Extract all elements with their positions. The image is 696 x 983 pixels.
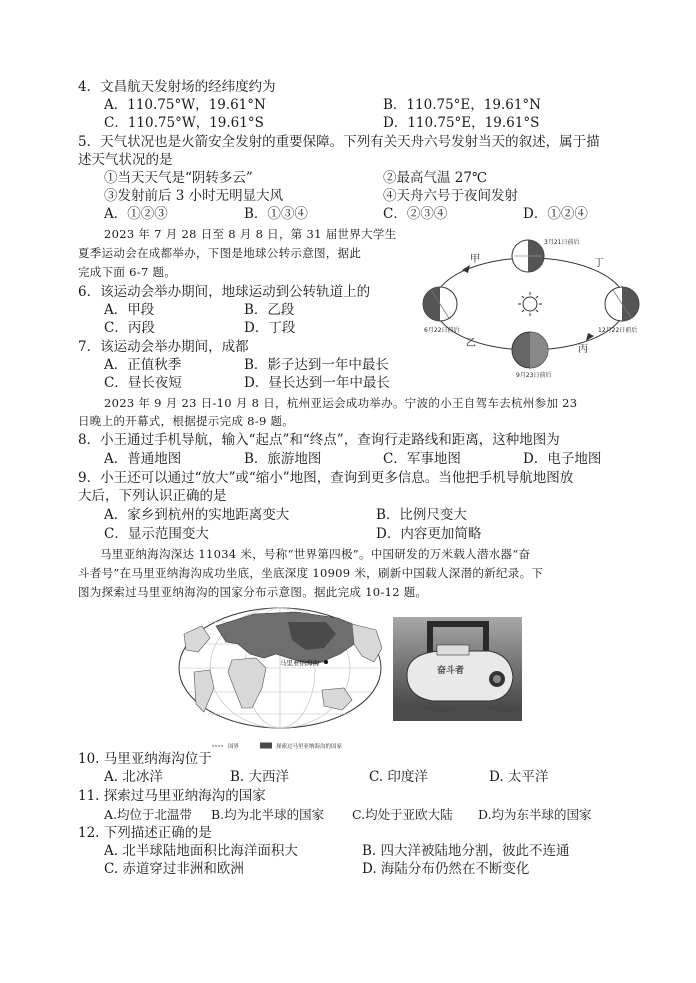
trench-label: 马里亚纳海沟 [280, 659, 319, 667]
q4-option-b: B．110.75°E，19.61°N [383, 97, 541, 113]
orbit-diagram [418, 232, 646, 380]
q6-option-a: A．甲段 [104, 302, 155, 318]
orbit-label-june: 6月22日前后 [424, 327, 460, 334]
q5-option-a: A．①②③ [104, 206, 168, 222]
q9-option-c: C．显示范围变大 [104, 526, 209, 542]
q6-stem: 6．该运动会举办期间，地球运动到公转轨道上的 [78, 284, 371, 300]
earth-september [512, 332, 548, 368]
orbit-label-ding: 丁 [594, 258, 604, 269]
q8-option-d: D．电子地图 [523, 451, 602, 467]
orbit-label-march: 3月21日前后 [544, 239, 580, 246]
q5-item-3: ③发射前后 3 小时无明显大风 [104, 188, 284, 204]
q11-option-a: A.均位于北温带 [104, 807, 193, 822]
q12-option-c: C. 赤道穿过非洲和欧洲 [104, 861, 244, 877]
orbit-label-bing: 丙 [578, 344, 588, 355]
q6-option-b: B．乙段 [244, 302, 295, 318]
q12-stem: 12. 下列描述正确的是 [78, 825, 212, 841]
q8-option-b: B．旅游地图 [244, 451, 322, 467]
q11-option-d: D.均为东半球的国家 [478, 807, 592, 822]
q11-option-c: C.均处于亚欧大陆 [352, 807, 453, 822]
q12-option-b: B. 四大洋被陆地分割，彼此不连通 [362, 843, 570, 859]
orbit-label-jia: 甲 [470, 254, 480, 265]
q5-option-c: C．②③④ [383, 206, 448, 222]
q9-option-a: A．家乡到杭州的实地距离变大 [104, 507, 290, 523]
q7-stem: 7．该运动会举办期间，成都 [78, 339, 249, 355]
earth-june [423, 287, 457, 321]
q11-option-b: B.均为北半球的国家 [211, 807, 325, 822]
sun-icon [518, 292, 542, 316]
q9-stem-line2: 大后，下列认识正确的是 [78, 488, 227, 504]
q9-option-b: B．比例尺变大 [376, 507, 467, 523]
q5-stem-line2: 述天气状况的是 [78, 152, 173, 168]
q7-option-a: A．正值秋季 [104, 357, 182, 373]
passage2-line1: 2023 年 9 月 23 日-10 月 8 日，杭州亚运会成功举办。宁波的小王自驾车去杭州参加 23 [104, 396, 578, 410]
q5-item-2: ②最高气温 27℃ [383, 170, 488, 186]
passage3-line3: 图为探索过马里亚纳海沟的国家分布示意图。据此完成 10-12 题。 [78, 585, 428, 599]
world-map [176, 604, 388, 752]
q6-option-c: C．丙段 [104, 320, 155, 336]
q10-option-c: C. 印度洋 [369, 769, 428, 785]
orbit-label-yi: 乙 [466, 338, 476, 349]
passage3-line1: 马里亚纳海沟深达 11034 米，号称“世界第四极”。中国研发的万米载人潜水器“奋 [100, 547, 531, 561]
q7-option-b: B．影子达到一年中最长 [244, 357, 389, 373]
legend-countries-label: 探索过马里亚纳海沟的国家 [276, 744, 343, 750]
passage1-line1: 2023 年 7 月 28 日至 8 月 8 日，第 31 届世界大学生 [104, 227, 397, 241]
q7-option-d: D．昼长达到一年中最长 [244, 375, 390, 391]
legend-boundary-label: 国界 [228, 744, 240, 750]
q5-item-1: ①当天天气是“阴转多云” [104, 170, 253, 186]
submersible-photo [393, 617, 522, 721]
q4-option-d: D．110.75°E，19.61°S [383, 115, 540, 131]
q5-option-b: B．①③④ [244, 206, 308, 222]
passage1-line3: 完成下面 6-7 题。 [78, 265, 177, 279]
earth-march [512, 240, 544, 272]
q5-option-d: D．①②④ [523, 206, 588, 222]
submersible-hull-name: 奋斗者 [437, 666, 465, 676]
orbit-label-december: 12月22日前后 [598, 327, 638, 334]
earth-december [605, 287, 639, 321]
q7-option-c: C．昼长夜短 [104, 375, 182, 391]
q10-option-a: A. 北冰洋 [104, 769, 163, 785]
q12-option-d: D. 海陆分布仍然在不断变化 [362, 861, 530, 877]
q10-stem: 10. 马里亚纳海沟位于 [78, 751, 212, 767]
q10-option-d: D. 太平洋 [489, 769, 549, 785]
q11-stem: 11. 探索过马里亚纳海沟的国家 [78, 788, 266, 804]
q5-stem-line1: 5．天气状况也是火箭安全发射的重要保障。下列有关天舟六号发射当天的叙述，属于描 [78, 134, 600, 150]
q4-option-c: C．110.75°W，19.61°S [104, 115, 264, 131]
legend-swatch [260, 743, 272, 749]
q8-option-c: C．军事地图 [383, 451, 461, 467]
passage2-line2: 日晚上的开幕式，根据提示完成 8-9 题。 [78, 414, 295, 428]
q8-stem: 8．小王通过手机导航，输入“起点”和“终点”，查询行走路线和距离，这种地图为 [78, 432, 560, 448]
q4-stem: 4．文昌航天发射场的经纬度约为 [78, 79, 276, 95]
q9-stem-line1: 9．小王还可以通过“放大”或“缩小”地图，查询到更多信息。当他把手机导航地图放 [78, 470, 574, 486]
passage3-line2: 斗者号”在马里亚纳海沟成功坐底，坐底深度 10909 米，刷新中国载人深潜的新纪录。下 [78, 566, 544, 580]
orbit-label-september: 9月23日前后 [516, 372, 552, 379]
q10-option-b: B. 大西洋 [230, 769, 290, 785]
q5-item-4: ④天舟六号于夜间发射 [383, 188, 518, 204]
q9-option-d: D．内容更加简略 [376, 526, 482, 542]
q12-option-a: A. 北半球陆地面积比海洋面积大 [104, 843, 298, 859]
q6-option-d: D．丁段 [244, 320, 296, 336]
passage1-line2: 夏季运动会在成都举办，下图是地球公转示意图，据此 [78, 246, 362, 260]
q4-option-a: A．110.75°W，19.61°N [104, 97, 266, 113]
q8-option-a: A．普通地图 [104, 451, 182, 467]
